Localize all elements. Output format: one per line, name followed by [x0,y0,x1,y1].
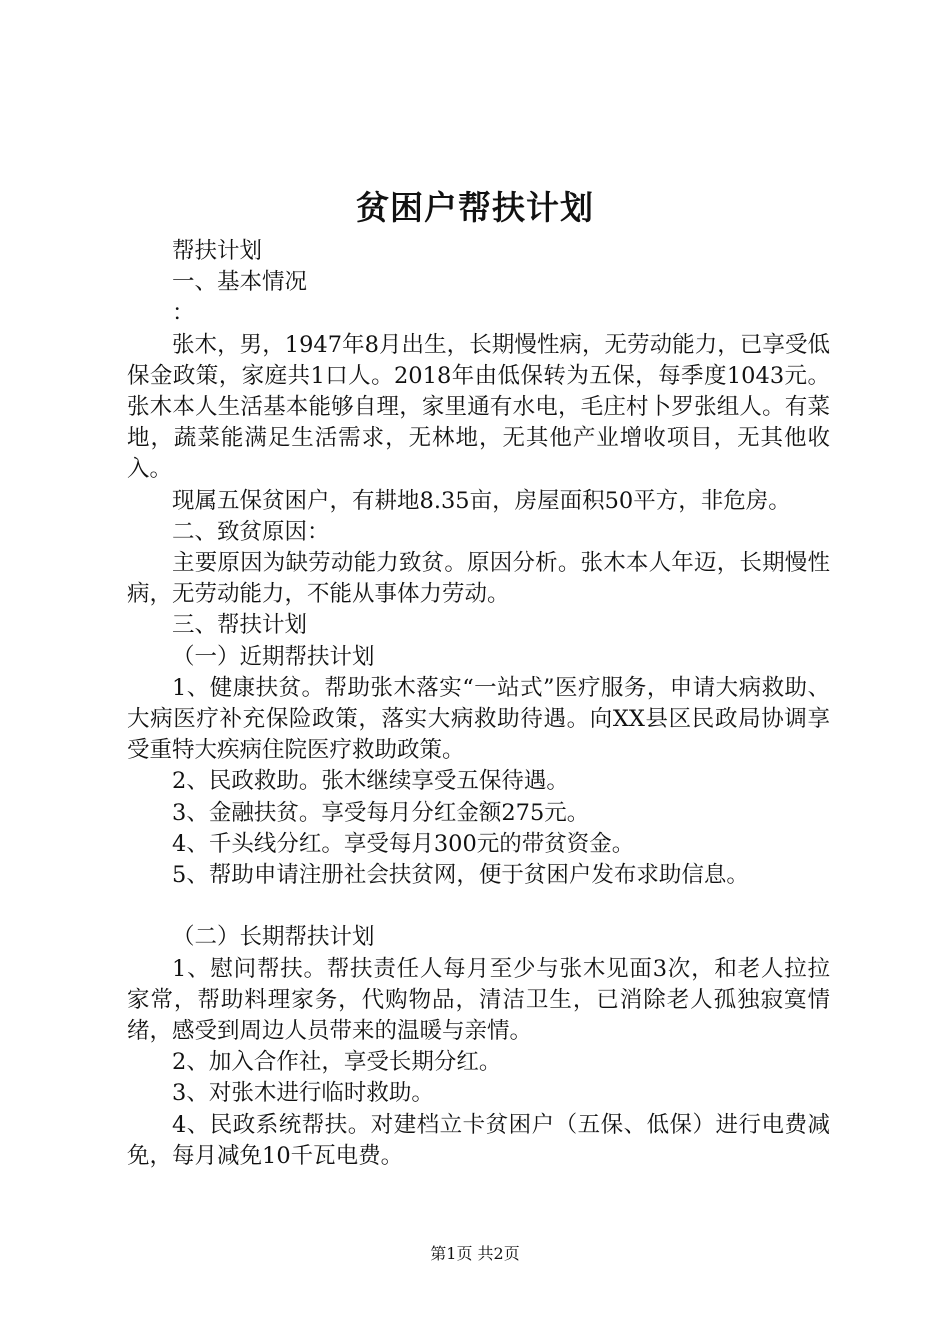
paragraph: 2、加入合作社，享受长期分红。 [172,1049,502,1076]
page-number: 第1页 共2页 [430,1244,520,1263]
paragraph: 现属五保贫困户，有耕地8.35亩，房屋面积50平方，非危房。 [172,487,791,514]
paragraph: 1、健康扶贫。帮助张木落实“一站式”医疗服务，申请大病救助、大病医疗补充保险政策，落实大病救助待遇。向XX县区民政局协调享受重特大疾病住院医疗救助政策。 [127,674,830,764]
paragraph: 3、对张木进行临时救助。 [172,1080,434,1107]
document-body [127,236,830,1172]
section-heading: 二、致贫原因： [172,518,330,545]
paragraph: 1、慰问帮扶。帮扶责任人每月至少与张木见面3次，和老人拉拉家常，帮助料理家务，代购物品，清洁卫生，已消除老人孤独寂寞情绪，感受到周边人员带来的温暖与亲情。 [127,955,830,1045]
blank-line [127,891,830,922]
paragraph: 3、金融扶贫。享受每月分红金额275元。 [172,799,590,826]
paragraph: 帮扶计划 [172,238,263,264]
paragraph: ： [172,300,195,327]
paragraph: 4、千头线分红。享受每月300元的带贫资金。 [172,830,635,857]
paragraph: 主要原因为缺劳动能力致贫。原因分析。张木本人年迈，长期慢性病，无劳动能力，不能从事体力劳动。 [127,550,830,608]
paragraph: 张木，男，1947年8月出生，长期慢性病，无劳动能力，已享受低保金政策，家庭共1口人。2018年由低保转为五保，每季度1043元。张木本人生活基本能够自理，家里通有水电，毛庄村卜罗张组人。有菜地，蔬菜能满足生活需求，无林地，无其他产业增收项目，无其他收入。 [127,331,830,483]
section-heading: 一、基本情况 [172,269,308,296]
subsection-heading: （二）长期帮扶计划 [172,924,375,951]
paragraph: 5、帮助申请注册社会扶贫网，便于贫困户发布求助信息。 [172,862,749,889]
page-title: 贫困户帮扶计划 [356,188,594,227]
paragraph: 4、民政系统帮扶。对建档立卡贫困户（五保、低保）进行电费减免，每月减免10千瓦电费。 [127,1111,830,1169]
paragraph: 2、民政救助。张木继续享受五保待遇。 [172,768,569,795]
section-heading: 三、帮扶计划 [172,612,308,639]
subsection-heading: （一）近期帮扶计划 [172,643,375,670]
